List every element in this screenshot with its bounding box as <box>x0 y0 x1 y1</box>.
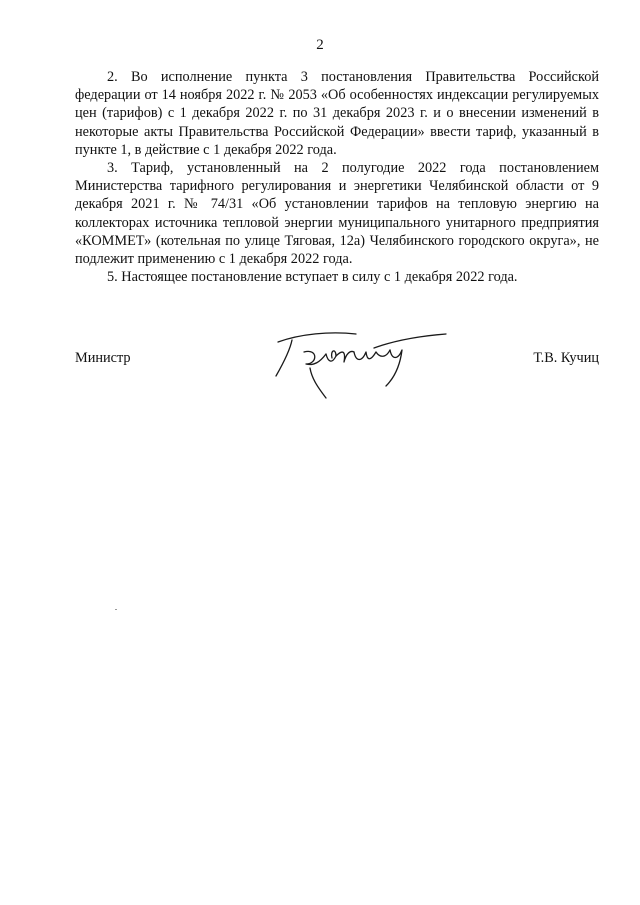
document-body <box>75 68 599 286</box>
signer-position: Министр <box>75 350 131 366</box>
paragraph-3: 3. Тариф, установленный на 2 полугодие 2022 года постановлением Министерства тарифного регулирования и энергетики Челябинской области от 9 декабря 2021 г. № 74/31 «Об установлении тарифов на тепловую энергию на коллекторах источника тепловой энергии муниципального унитарного предприятия «КОММЕТ» (котельная по улице Тяговая, 12а) Челябинского городского округа», не подлежит применению с 1 декабря 2022 года. <box>75 160 599 268</box>
paragraph-5: 5. Настоящее постановление вступает в силу с 1 декабря 2022 года. <box>107 269 518 286</box>
signer-name: Т.В. Кучиц <box>533 350 599 366</box>
handwritten-signature <box>270 328 450 400</box>
page-number: 2 <box>316 37 324 53</box>
scan-speck <box>115 609 117 610</box>
signature-block <box>75 350 599 410</box>
paragraph-2: 2. Во исполнение пункта 3 постановления Правительства Российской федерации от 14 ноября 2022 г. № 2053 «Об особенностях индексации регулируемых цен (тарифов) с 1 декабря 2022 г. по 31 декабря 2023 г. и о внесении изменений в некоторые акты Правительства Российской Федерации» ввести тариф, указанный в пункте 1, в действие с 1 декабря 2022 года. <box>75 69 599 158</box>
